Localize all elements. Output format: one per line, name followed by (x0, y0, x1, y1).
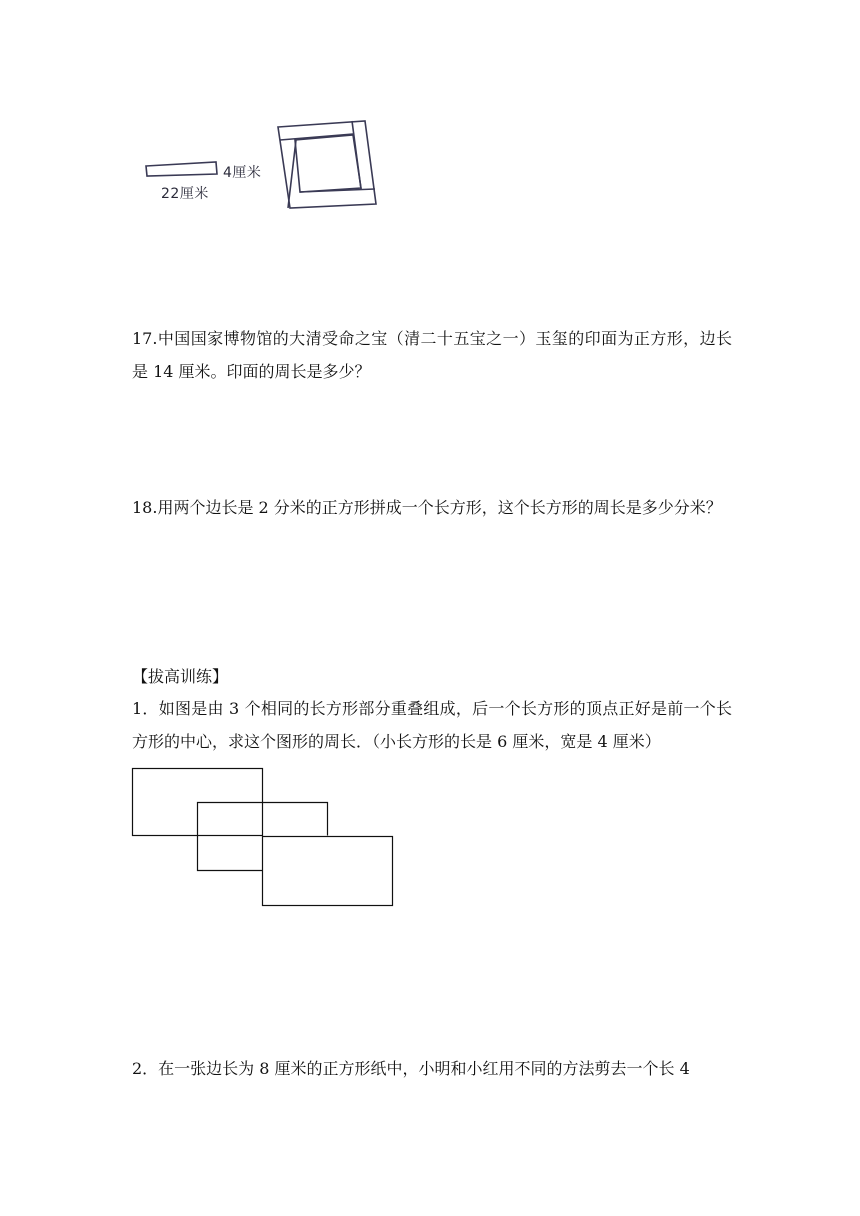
advanced-problem-2: 2．在一张边长为 8 厘米的正方形纸中，小明和小红用不同的方法剪去一个长 4 (132, 1059, 690, 1078)
problem-17: 17.中国国家博物馆的大清受命之宝（清二十五宝之一）玉玺的印面为正方形，边长是 14 厘米。印面的周长是多少？ (132, 329, 732, 381)
rectangle-3 (263, 837, 393, 906)
problem-18: 18.用两个边长是 2 分米的正方形拼成一个长方形，这个长方形的周长是多少分米？ (132, 498, 722, 517)
section-title: 【拔高训练】 (132, 667, 229, 686)
advanced-problem-1: 1．如图是由 3 个相同的长方形部分重叠组成，后一个长方形的顶点正好是前一个长方形的中心，求这个图形的周长．（小长方形的长是 6 厘米，宽是 4 厘米） (132, 699, 732, 751)
strip-length-label: 22厘米 (161, 186, 209, 202)
strip-width-label: 4厘米 (223, 165, 262, 181)
